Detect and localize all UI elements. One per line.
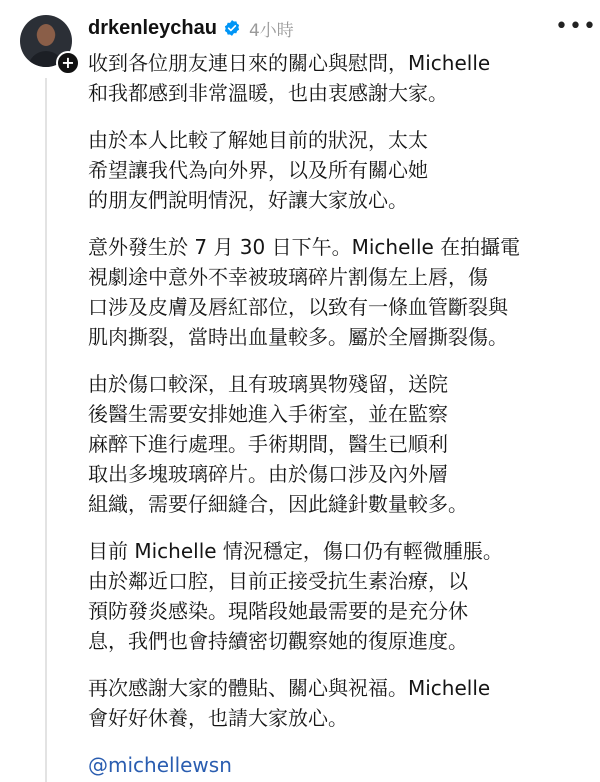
post-body	[88, 48, 578, 780]
plus-icon[interactable]: +	[56, 51, 80, 75]
post-paragraph-6: 再次感謝大家的體貼、關心與祝福。Michelle 會好好休養，也請大家放心。	[88, 676, 491, 730]
post-paragraph-1: 收到各位朋友連日來的關心與慰問，Michelle 和我都感到非常溫暖，也由衷感謝大家。	[88, 51, 491, 105]
username-link[interactable]: drkenleychau	[88, 16, 217, 39]
mention-link[interactable]: @michellewsn	[88, 753, 232, 777]
profile-avatar[interactable]	[20, 15, 75, 72]
more-options-icon[interactable]: •••	[555, 14, 597, 39]
post-timestamp: 4小時	[248, 20, 294, 41]
post-paragraph-2: 由於本人比較了解她目前的狀況，太太 希望讓我代為向外界，以及所有關心她 的朋友們說明情況，好讓大家放心。	[88, 128, 428, 212]
post-paragraph-3: 意外發生於 7 月 30 日下午。Michelle 在拍攝電 視劇途中意外不幸被玻璃碎片割傷左上唇，傷 口涉及皮膚及唇紅部位，以致有一條血管斷裂與 肌肉撕裂，當時出血量較多。屬於全層撕裂傷。	[88, 235, 521, 349]
post-paragraph-5: 目前 Michelle 情況穩定，傷口仍有輕微腫脹。 由於鄰近口腔，目前正接受抗生素治療，以 預防發炎感染。現階段她最需要的是充分休 息，我們也會持續密切觀察她的復原進度。	[88, 539, 503, 653]
thread-line	[45, 78, 47, 782]
avatar-face	[37, 24, 55, 46]
verified-badge-icon	[223, 19, 241, 37]
post-paragraph-4: 由於傷口較深，且有玻璃異物殘留，送院 後醫生需要安排她進入手術室，並在監察 麻醉下進行處理。手術期間，醫生已順利 取出多塊玻璃碎片。由於傷口涉及內外層 組織，需要仔細縫合，因此縫針數量較多。	[88, 372, 468, 516]
post-header	[88, 14, 294, 42]
